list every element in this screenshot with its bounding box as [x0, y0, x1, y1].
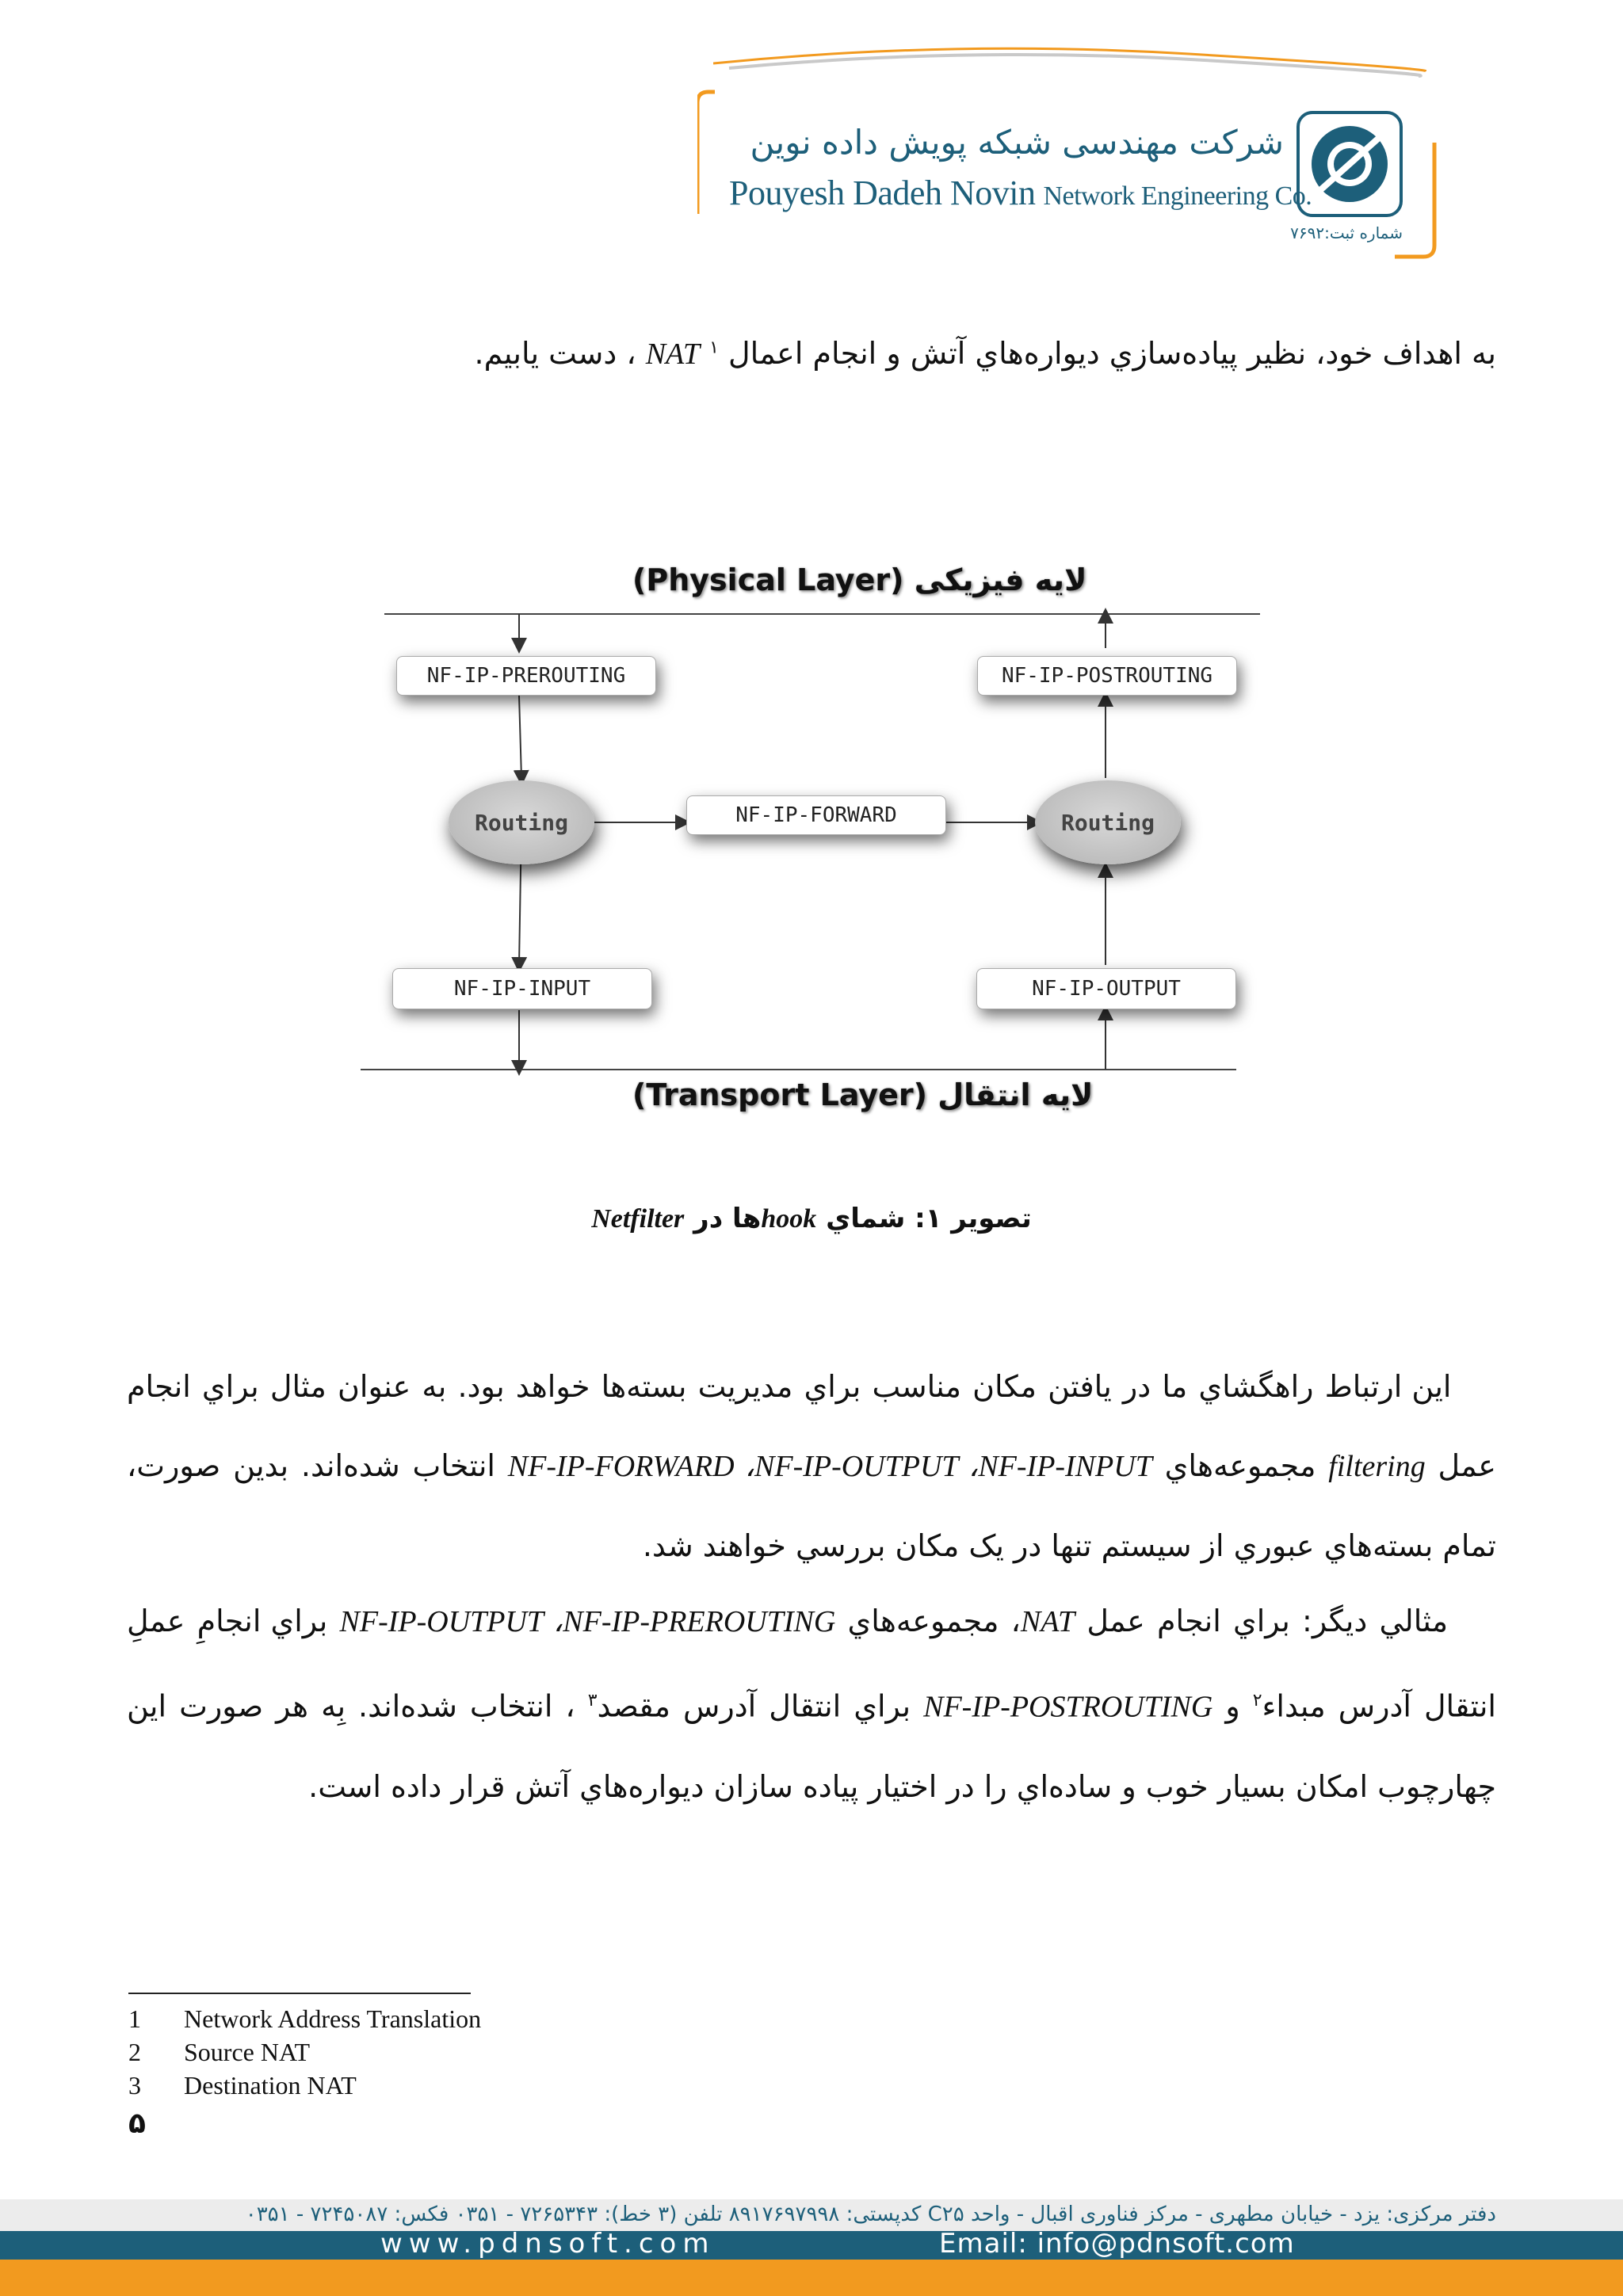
- hook-input: NF-IP-INPUT: [392, 968, 652, 1009]
- physical-layer-title: لایه فیزیکی (Physical Layer): [632, 563, 1087, 597]
- footnote-ref-3: ۳: [587, 1691, 598, 1711]
- routing-right: Routing: [1035, 780, 1181, 864]
- para2-hooks2: NF-IP-POSTROUTING: [923, 1690, 1213, 1724]
- hook-prerouting: NF-IP-PREROUTING: [396, 656, 656, 696]
- footnote-text: Source NAT: [184, 2038, 311, 2066]
- para1-line3: تمام بسته‌هاي عبوري از سيستم تنها در يک مکان بررسي خواهند شد.: [642, 1528, 1496, 1563]
- para2-mid1: براي انجامِ عملِ انتقال آدرس مبداء: [127, 1604, 1496, 1724]
- footnote-number: 2: [128, 2038, 141, 2066]
- company-logo-icon: [1296, 111, 1403, 217]
- footer-contact-band: [0, 2231, 1623, 2260]
- hook-postrouting: NF-IP-POSTROUTING: [977, 656, 1237, 696]
- header-swoosh: [713, 40, 1426, 87]
- para2-hooks1: NF-IP-OUTPUT ،NF-IP-PREROUTING: [339, 1605, 836, 1638]
- caption-mid: ها در: [693, 1203, 762, 1234]
- footer-email-link[interactable]: Email: info@pdnsoft.com: [939, 2228, 1295, 2260]
- footnote-number: 3: [128, 2071, 141, 2100]
- paragraph-1: [127, 1347, 1496, 1585]
- footnote-3: [128, 2071, 357, 2100]
- intro-text-end: ، دست يابيم.: [474, 336, 636, 371]
- footer-website-link[interactable]: www.pdnsoft.com: [380, 2228, 716, 2260]
- para2-mid2: براي انتقال آدرس مقصد: [597, 1688, 911, 1724]
- hook-forward: NF-IP-FORWARD: [686, 795, 946, 835]
- registration-number: شماره ثبت:۷۶۹۲: [1290, 223, 1403, 242]
- para1-collections: مجموعه‌هاي: [1164, 1448, 1316, 1483]
- caption-hook: hook: [761, 1204, 817, 1234]
- footnote-1: [128, 2004, 481, 2034]
- netfilter-hooks-diagram: [349, 555, 1300, 1133]
- footnote-ref-1: ۱: [709, 338, 719, 358]
- company-name-en: [729, 173, 1312, 213]
- para1-hooks: NF-IP-FORWARD ،NF-IP-OUTPUT ،NF-IP-INPUT: [507, 1450, 1152, 1483]
- footnote-number: 1: [128, 2004, 141, 2033]
- figure-caption: [444, 1203, 1179, 1234]
- footnote-text: Destination NAT: [184, 2071, 357, 2100]
- intro-line: [127, 336, 1496, 372]
- footer-address: دفتر مرکزی: یزد - خیابان مطهری - مرکز فناوری اقبال - واحد C۲۵ کدپستی: ۸۹۱۷۶۹۷۹۹۸ تلفن (۳ خط): ۷۲۶۵۳۴۳ - ۰۳۵۱ فکس: ۷۲۴۵۰۸۷ - ۰۳۵۱: [245, 2203, 1496, 2226]
- footnote-text: Network Address Translation: [184, 2004, 482, 2033]
- company-name-en-main: Pouyesh Dadeh Novin: [729, 174, 1036, 212]
- para2-end: ، انتخاب شده‌اند. بِه هر صورت اين چهارچوب امکان بسيار خوب و ساده‌اي را در اختيار پياده سازان ديواره‌هاي آتش قرار داده است.: [127, 1688, 1496, 1804]
- para2-collections: ، مجموعه‌هاي: [847, 1604, 1021, 1638]
- footnote-divider: [128, 1993, 471, 1994]
- paragraph-2: [127, 1581, 1496, 1826]
- para2-nat: NAT: [1020, 1605, 1075, 1638]
- para1-line1: اين ارتباط راهگشاي ما در يافتن مکان مناسب براي مديريت بسته‌ها خواهد بود. به عنوان مثال براي انجام عمل: [127, 1369, 1496, 1483]
- routing-left: Routing: [449, 780, 594, 864]
- caption-prefix: تصوير ۱: شماي: [826, 1203, 1032, 1234]
- company-name-fa: شرکت مهندسی شبکه پویش داده نوین: [750, 123, 1284, 162]
- caption-netfilter: Netfilter: [591, 1204, 685, 1234]
- page-number: ۵: [128, 2107, 146, 2140]
- hook-output: NF-IP-OUTPUT: [976, 968, 1236, 1009]
- para1-line2-end: انتخاب شده‌اند. بدين صورت،: [127, 1448, 495, 1483]
- intro-text-start: به اهداف خود، نظير پياده‌سازي ديواره‌هاي آتش و انجام اعمال: [728, 336, 1496, 371]
- para1-filtering: filtering: [1328, 1450, 1426, 1483]
- footer-accent-band: [0, 2260, 1623, 2296]
- footnote-ref-2: ۲: [1252, 1691, 1262, 1711]
- para2-start: مثالي ديگر: براي انجام عمل: [1086, 1604, 1449, 1638]
- intro-term-nat: NAT: [645, 338, 700, 371]
- para2-and: و: [1225, 1688, 1240, 1724]
- transport-layer-title: لایه انتقال (Transport Layer): [632, 1077, 1094, 1112]
- company-name-en-sub: Network Engineering Co.: [1043, 181, 1312, 211]
- footnote-2: [128, 2038, 310, 2067]
